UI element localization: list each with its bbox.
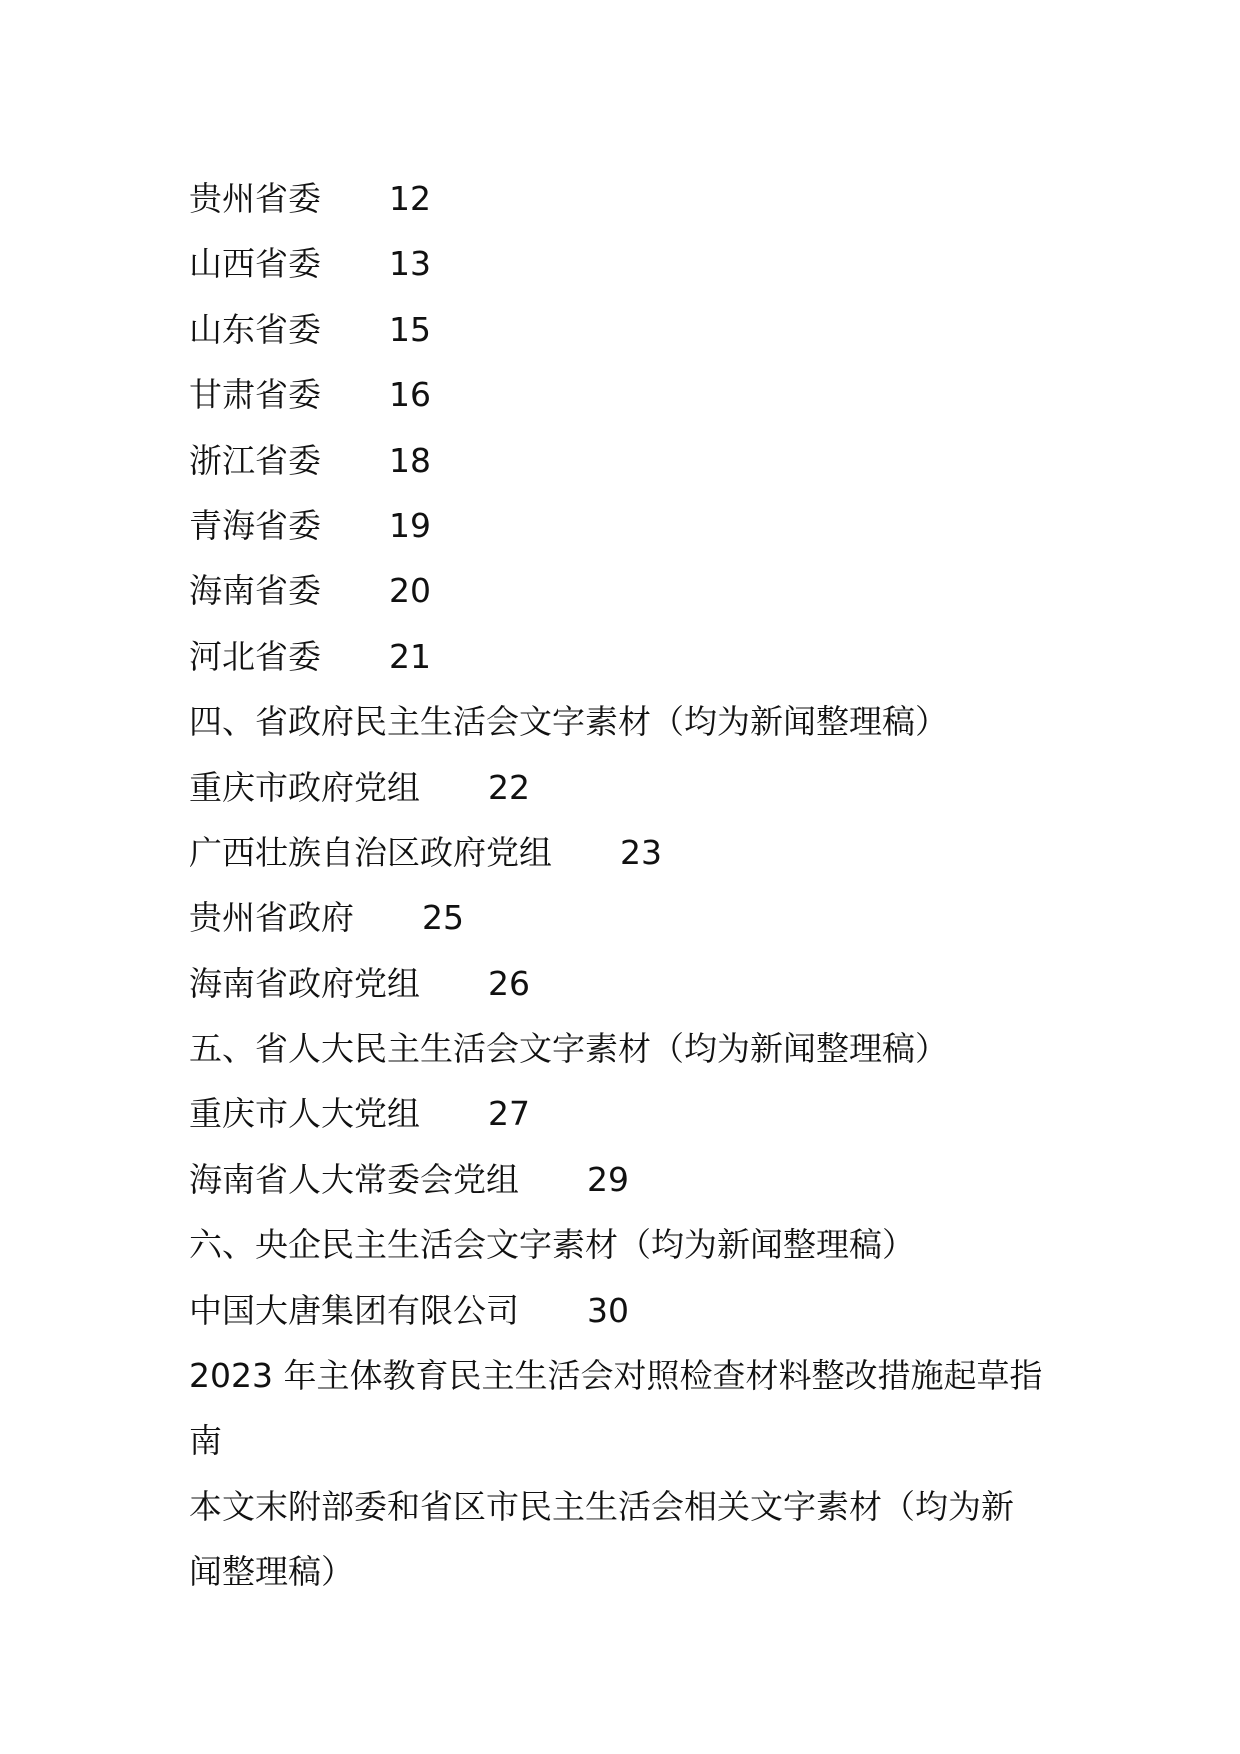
toc-entry-label: 浙江省委: [189, 440, 321, 480]
toc-entry-label: 重庆市人大党组: [189, 1094, 420, 1134]
toc-section-heading: 六、央企民主生活会文字素材（均为新闻整理稿）: [189, 1225, 915, 1265]
toc-entry-label: 甘肃省委: [189, 375, 321, 415]
toc-section-heading: 四、省政府民主生活会文字素材（均为新闻整理稿）: [189, 702, 948, 742]
toc-entry[interactable]: [189, 885, 1069, 950]
toc-entry-page: 30: [587, 1290, 629, 1330]
toc-entry-page: 22: [488, 767, 530, 807]
toc-entry-page: 25: [422, 898, 464, 938]
toc-section-heading: 五、省人大民主生活会文字素材（均为新闻整理稿）: [189, 1029, 948, 1069]
toc-entry[interactable]: [189, 755, 1069, 820]
toc-entry-label: 海南省委: [189, 571, 321, 611]
toc-entry-label: 山西省委: [189, 244, 321, 284]
toc-entry[interactable]: [189, 951, 1069, 1016]
toc-entry[interactable]: [189, 166, 1069, 231]
toc-entry-label: 河北省委: [189, 636, 321, 676]
toc-entry[interactable]: [189, 231, 1069, 296]
toc-entry-page: 13: [389, 244, 431, 284]
toc-paragraph-line: 本文末附部委和省区市民主生活会相关文字素材（均为新: [189, 1486, 1014, 1526]
toc-paragraph-line: 南: [189, 1421, 222, 1461]
toc-entry-page: 26: [488, 963, 530, 1003]
toc-entry-page: 27: [488, 1094, 530, 1134]
toc-entry-label: 海南省政府党组: [189, 963, 420, 1003]
toc-entry[interactable]: [189, 1081, 1069, 1146]
toc-paragraph: [189, 1474, 1069, 1605]
toc-entry-label: 青海省委: [189, 505, 321, 545]
toc-entry[interactable]: [189, 493, 1069, 558]
toc-entry-page: 29: [587, 1159, 629, 1199]
toc-entry-label: 贵州省政府: [189, 898, 354, 938]
table-of-contents: [189, 166, 1069, 1605]
toc-entry[interactable]: [189, 1147, 1069, 1212]
toc-entry[interactable]: [189, 428, 1069, 493]
toc-entry-label: 山东省委: [189, 309, 321, 349]
toc-entry-page: 20: [389, 571, 431, 611]
toc-entry-page: 23: [620, 832, 662, 872]
toc-entry-page: 15: [389, 309, 431, 349]
toc-entry[interactable]: [189, 820, 1069, 885]
toc-entry-label: 中国大唐集团有限公司: [189, 1290, 519, 1330]
toc-entry-page: 19: [389, 505, 431, 545]
toc-entry-page: 16: [389, 375, 431, 415]
toc-entry[interactable]: [189, 624, 1069, 689]
toc-entry-page: 18: [389, 440, 431, 480]
toc-entry[interactable]: [189, 558, 1069, 623]
toc-entry-label: 贵州省委: [189, 179, 321, 218]
toc-entry-page: 12: [389, 179, 431, 218]
toc-entry-label: 重庆市政府党组: [189, 767, 420, 807]
toc-paragraph-line: 2023 年主体教育民主生活会对照检查材料整改措施起草指: [189, 1356, 1043, 1396]
toc-entry[interactable]: [189, 1278, 1069, 1343]
toc-entry-label: 广西壮族自治区政府党组: [189, 832, 552, 872]
toc-entry[interactable]: [189, 362, 1069, 427]
toc-entry[interactable]: [189, 297, 1069, 362]
toc-entry-label: 海南省人大常委会党组: [189, 1159, 519, 1199]
toc-paragraph-line: 闻整理稿）: [189, 1552, 354, 1592]
toc-paragraph: [189, 1343, 1069, 1474]
toc-entry-page: 21: [389, 636, 431, 676]
